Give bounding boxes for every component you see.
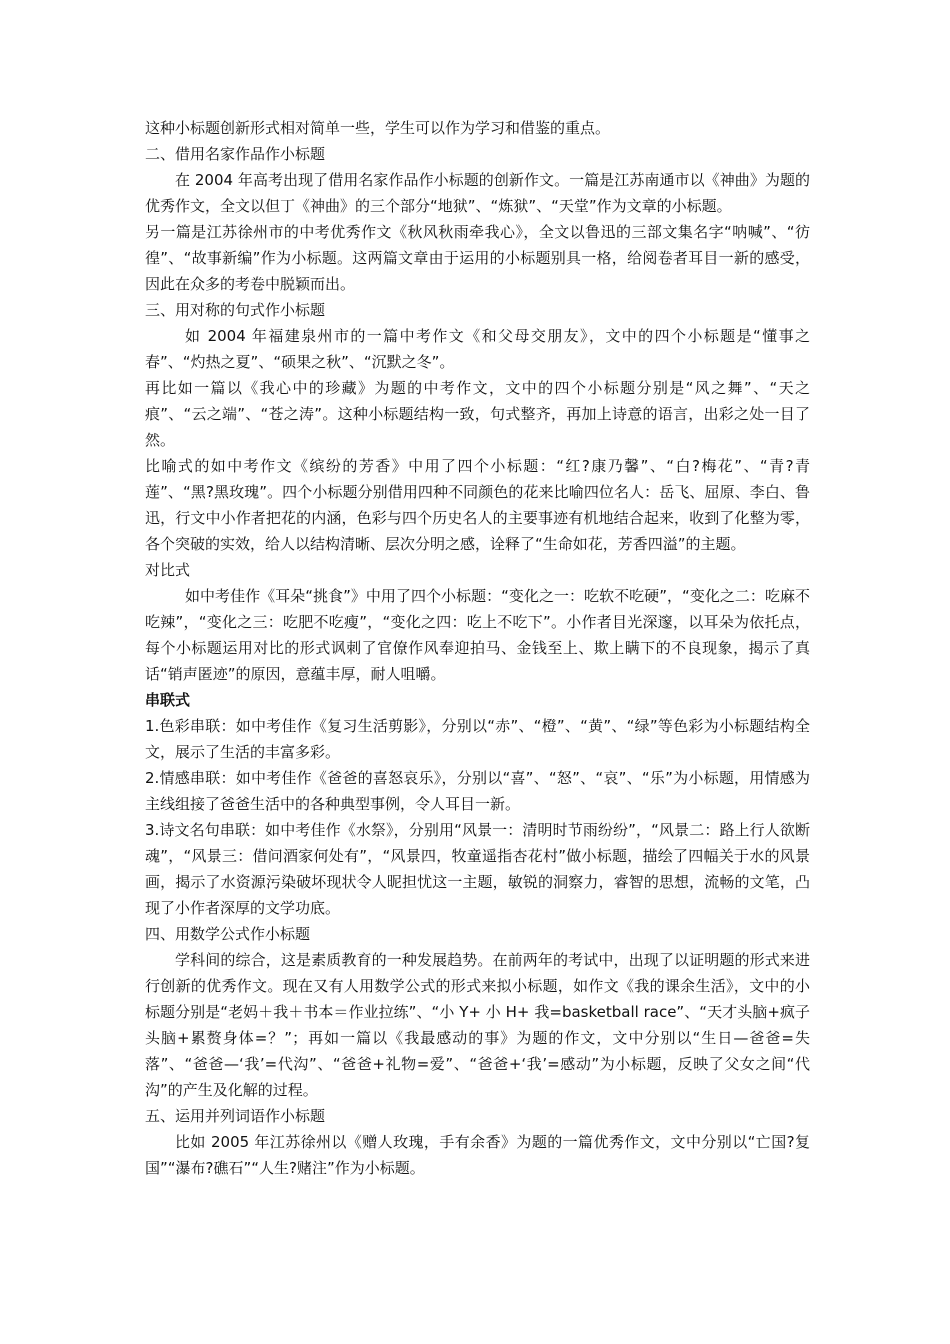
- section-heading: 四、用数学公式作小标题: [145, 925, 311, 943]
- paragraph: 另一篇是江苏徐州市的中考优秀作文《秋风秋雨牵我心》，全文以鲁迅的三部文集名字“呐喊”、“彷徨”、“故事新编”作为小标题。这两篇文章由于运用的小标题别具一格，给阅卷者耳目一新的感受，因此在众多的考卷中脱颖而出。: [145, 223, 810, 293]
- document-body: [145, 115, 810, 1181]
- paragraph: 再比如一篇以《我心中的珍藏》为题的中考作文，文中的四个小标题分别是“风之舞”、“天之痕”、“云之端”、“苍之涛”。这种小标题结构一致，句式整齐，再加上诗意的语言，出彩之处一目了然。: [145, 379, 810, 449]
- section-heading: 三、用对称的句式作小标题: [145, 301, 326, 319]
- section-heading: 五、运用并列词语作小标题: [145, 1107, 326, 1125]
- paragraph: 这种小标题创新形式相对简单一些，学生可以作为学习和借鉴的重点。: [145, 119, 611, 137]
- subsection-heading: 对比式: [145, 561, 191, 579]
- paragraph: 比如 2005 年江苏徐州以《赠人玫瑰，手有余香》为题的一篇优秀作文，文中分别以“亡国?复国”“瀑布?礁石”“人生?赌注”作为小标题。: [145, 1133, 810, 1177]
- paragraph: 比喻式的如中考作文《缤纷的芳香》中用了四个小标题：“红?康乃馨”、“白?梅花”、“青?青莲”、“黑?黑玫瑰”。四个小标题分别借用四种不同颜色的花来比喻四位名人：岳飞、屈原、李白、鲁迅，行文中小作者把花的内涵，色彩与四个历史名人的主要事迹有机地结合起来，收到了化整为零，各个突破的实效，给人以结构清晰、层次分明之感，诠释了“生命如花，芳香四溢”的主题。: [145, 457, 810, 553]
- subsection-heading: 串联式: [145, 691, 191, 709]
- list-item: 3.诗文名句串联：如中考佳作《水祭》，分别用“风景一：清明时节雨纷纷”，“风景二：路上行人欲断魂”，“风景三：借问酒家何处有”，“风景四，牧童遥指杏花村”做小标题，描绘了四幅关于水的风景画，揭示了水资源污染破坏现状令人昵担忧这一主题，敏锐的洞察力，睿智的思想，流畅的文笔，凸现了小作者深厚的文学功底。: [145, 821, 810, 917]
- paragraph: 学科间的综合，这是素质教育的一种发展趋势。在前两年的考试中，出现了以证明题的形式来进行创新的优秀作文。现在又有人用数学公式的形式来拟小标题，如作文《我的课余生活》，文中的小标题分别是“老妈＋我＋书本＝作业拉练”、“小 Y+ 小 H+ 我=basketball race”、“天才头脑+疯子头脑+累赘身体=？”；再如一篇以《我最感动的事》为题的作文，文中分别以“生日—爸爸=失落”、“爸爸—‘我’=代沟”、“爸爸+礼物=爱”、“爸爸+‘我’=感动”为小标题，反映了父女之间“代沟”的产生及化解的过程。: [145, 951, 810, 1099]
- paragraph: 在 2004 年高考出现了借用名家作品作小标题的创新作文。一篇是江苏南通市以《神曲》为题的优秀作文，全文以但丁《神曲》的三个部分“地狱”、“炼狱”、“天堂”作为文章的小标题。: [145, 171, 810, 215]
- list-item: 2.情感串联：如中考佳作《爸爸的喜怒哀乐》，分别以“喜”、“怒”、“哀”、“乐”为小标题，用情感为主线组接了爸爸生活中的各种典型事例，令人耳目一新。: [145, 769, 810, 813]
- paragraph: 如中考佳作《耳朵“挑食”》中用了四个小标题：“变化之一：吃软不吃硬”，“变化之二：吃麻不吃辣”，“变化之三：吃肥不吃瘦”，“变化之四：吃上不吃下”。小作者目光深邃，以耳朵为依托点，每个小标题运用对比的形式讽刺了官僚作风奉迎拍马、金钱至上、欺上瞒下的不良现象，揭示了真话“销声匿迹”的原因，意蕴丰厚，耐人咀嚼。: [145, 587, 810, 683]
- paragraph: 如 2004 年福建泉州市的一篇中考作文《和父母交朋友》，文中的四个小标题是“懂事之春”、“灼热之夏”、“硕果之秋”、“沉默之冬”。: [145, 327, 810, 371]
- section-heading: 二、借用名家作品作小标题: [145, 145, 326, 163]
- list-item: 1.色彩串联：如中考佳作《复习生活剪影》，分别以“赤”、“橙”、“黄”、“绿”等色彩为小标题结构全文，展示了生活的丰富多彩。: [145, 717, 810, 761]
